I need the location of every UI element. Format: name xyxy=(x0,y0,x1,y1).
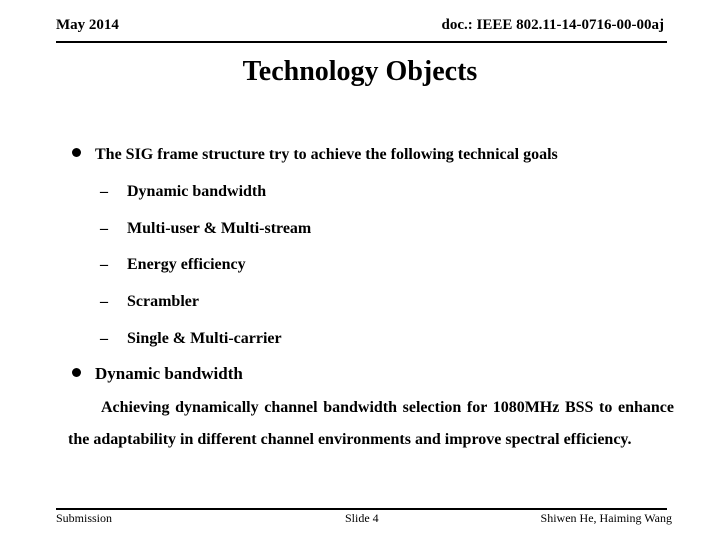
dash-marker: – xyxy=(100,220,108,237)
footer-submission: Submission xyxy=(56,511,113,525)
sub-list-item xyxy=(100,183,266,201)
sub-item-text: Single & Multi-carrier xyxy=(127,330,282,347)
body-paragraph: Achieving dynamically channel bandwidth selection for 1080MHz BSS to enhance the adaptability in different channel environments and improve spectral efficiency. xyxy=(68,399,674,448)
sub-list-item xyxy=(100,293,199,311)
sub-item-text: Dynamic bandwidth xyxy=(127,183,267,200)
sub-item-text: Scrambler xyxy=(127,293,199,310)
footer-rule xyxy=(56,508,667,510)
dash-marker: – xyxy=(100,256,108,273)
sub-item-text: Multi-user & Multi-stream xyxy=(127,220,312,237)
bullet-text: The SIG frame structure try to achieve the following technical goals xyxy=(95,146,558,163)
bullet-item xyxy=(72,146,558,164)
bullet-dot-icon xyxy=(72,368,81,377)
bullet-item xyxy=(72,364,243,384)
footer-authors: Shiwen He, Haiming Wang xyxy=(540,511,672,525)
header-rule xyxy=(56,41,667,43)
footer-slide-number: Slide 4 xyxy=(345,511,379,525)
dash-marker: – xyxy=(100,330,108,347)
slide-title: Technology Objects xyxy=(242,56,478,87)
dash-marker: – xyxy=(100,293,108,310)
sub-list-item xyxy=(100,330,282,348)
dash-marker: – xyxy=(100,183,108,200)
sub-list-item xyxy=(100,220,311,238)
sub-list-item xyxy=(100,256,246,274)
bullet-dot-icon xyxy=(72,148,81,157)
sub-item-text: Energy efficiency xyxy=(127,256,246,273)
header-date: May 2014 xyxy=(56,17,119,33)
bullet-text: Dynamic bandwidth xyxy=(95,364,243,383)
header-doc-id: doc.: IEEE 802.11-14-0716-00-00aj xyxy=(441,17,664,33)
